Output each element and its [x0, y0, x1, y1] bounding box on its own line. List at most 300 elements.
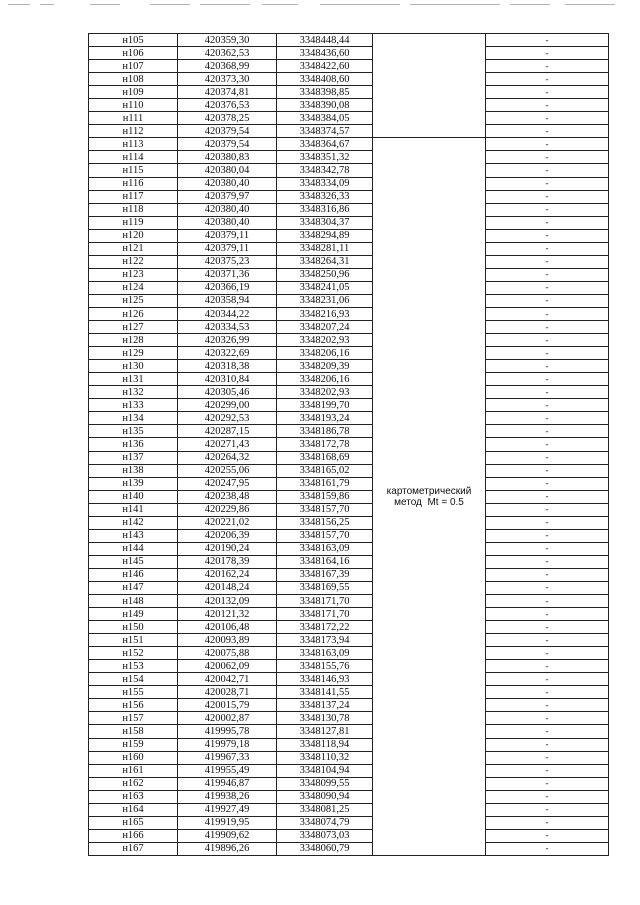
method-line-2: метод Mt = 0.5: [394, 496, 464, 508]
point-id-cell: н156: [89, 699, 178, 712]
point-id-cell: н127: [89, 321, 178, 334]
point-id-cell: н111: [89, 112, 178, 125]
y-coordinate-cell: 3348216,93: [277, 307, 373, 320]
table-row: [89, 281, 609, 294]
table-row: [89, 34, 609, 47]
x-coordinate-cell: 419946,87: [178, 777, 277, 790]
point-id-cell: н151: [89, 634, 178, 647]
point-id-cell: н146: [89, 568, 178, 581]
point-id-cell: н153: [89, 660, 178, 673]
point-id-cell: н139: [89, 477, 178, 490]
y-coordinate-cell: 3348156,25: [277, 516, 373, 529]
x-coordinate-cell: 420106,48: [178, 621, 277, 634]
x-coordinate-cell: 420178,39: [178, 555, 277, 568]
dash-cell: -: [486, 686, 609, 699]
table-row: [89, 516, 609, 529]
dash-cell: -: [486, 842, 609, 855]
point-id-cell: н152: [89, 647, 178, 660]
point-id-cell: н137: [89, 451, 178, 464]
table-row: [89, 321, 609, 334]
dash-cell: -: [486, 516, 609, 529]
dash-cell: -: [486, 816, 609, 829]
point-id-cell: н133: [89, 399, 178, 412]
point-id-cell: н121: [89, 242, 178, 255]
table-row: [89, 112, 609, 125]
y-coordinate-cell: 3348436,60: [277, 47, 373, 60]
table-row: [89, 529, 609, 542]
point-id-cell: н108: [89, 73, 178, 86]
point-id-cell: н117: [89, 190, 178, 203]
dash-cell: -: [486, 294, 609, 307]
dash-cell: -: [486, 647, 609, 660]
table-row: [89, 151, 609, 164]
x-coordinate-cell: 420264,32: [178, 451, 277, 464]
point-id-cell: н115: [89, 164, 178, 177]
table-row: [89, 542, 609, 555]
y-coordinate-cell: 3348171,70: [277, 608, 373, 621]
point-id-cell: н138: [89, 464, 178, 477]
table-row: [89, 138, 609, 151]
x-coordinate-cell: 420359,30: [178, 34, 277, 47]
dash-cell: -: [486, 281, 609, 294]
dash-cell: -: [486, 581, 609, 594]
dash-cell: -: [486, 634, 609, 647]
y-coordinate-cell: 3348206,16: [277, 373, 373, 386]
y-coordinate-cell: 3348316,86: [277, 203, 373, 216]
y-coordinate-cell: 3348374,57: [277, 125, 373, 138]
x-coordinate-cell: 420190,24: [178, 542, 277, 555]
y-coordinate-cell: 3348294,89: [277, 229, 373, 242]
dash-cell: -: [486, 451, 609, 464]
dash-cell: -: [486, 242, 609, 255]
coordinates-table: [88, 33, 609, 856]
x-coordinate-cell: 420247,95: [178, 477, 277, 490]
table-row: [89, 216, 609, 229]
point-id-cell: н140: [89, 490, 178, 503]
y-coordinate-cell: 3348186,78: [277, 425, 373, 438]
x-coordinate-cell: 420221,02: [178, 516, 277, 529]
point-id-cell: н159: [89, 738, 178, 751]
point-id-cell: н125: [89, 294, 178, 307]
table-row: [89, 99, 609, 112]
point-id-cell: н166: [89, 829, 178, 842]
dash-cell: -: [486, 503, 609, 516]
dash-cell: -: [486, 386, 609, 399]
dash-cell: -: [486, 347, 609, 360]
point-id-cell: н145: [89, 555, 178, 568]
y-coordinate-cell: 3348398,85: [277, 86, 373, 99]
x-coordinate-cell: 420075,88: [178, 647, 277, 660]
x-coordinate-cell: 420379,54: [178, 125, 277, 138]
table-row: [89, 660, 609, 673]
dash-cell: -: [486, 568, 609, 581]
y-coordinate-cell: 3348281,11: [277, 242, 373, 255]
point-id-cell: н114: [89, 151, 178, 164]
y-coordinate-cell: 3348169,55: [277, 581, 373, 594]
y-coordinate-cell: 3348172,22: [277, 621, 373, 634]
y-coordinate-cell: 3348163,09: [277, 542, 373, 555]
y-coordinate-cell: 3348157,70: [277, 529, 373, 542]
y-coordinate-cell: 3348167,39: [277, 568, 373, 581]
dash-cell: -: [486, 555, 609, 568]
x-coordinate-cell: 420287,15: [178, 425, 277, 438]
point-id-cell: н118: [89, 203, 178, 216]
x-coordinate-cell: 420028,71: [178, 686, 277, 699]
x-coordinate-cell: 420132,09: [178, 595, 277, 608]
table-row: [89, 190, 609, 203]
y-coordinate-cell: 3348193,24: [277, 412, 373, 425]
point-id-cell: н112: [89, 125, 178, 138]
x-coordinate-cell: 420318,38: [178, 360, 277, 373]
x-coordinate-cell: 419896,26: [178, 842, 277, 855]
method-cell: [373, 138, 486, 856]
dash-cell: -: [486, 229, 609, 242]
y-coordinate-cell: 3348110,32: [277, 751, 373, 764]
x-coordinate-cell: 420380,40: [178, 203, 277, 216]
point-id-cell: н122: [89, 255, 178, 268]
y-coordinate-cell: 3348159,86: [277, 490, 373, 503]
table-row: [89, 490, 609, 503]
point-id-cell: н141: [89, 503, 178, 516]
dash-cell: -: [486, 86, 609, 99]
y-coordinate-cell: 3348231,06: [277, 294, 373, 307]
y-coordinate-cell: 3348408,60: [277, 73, 373, 86]
point-id-cell: н158: [89, 725, 178, 738]
dash-cell: -: [486, 47, 609, 60]
table-row: [89, 399, 609, 412]
dash-cell: -: [486, 34, 609, 47]
y-coordinate-cell: 3348334,09: [277, 177, 373, 190]
table-row: [89, 451, 609, 464]
y-coordinate-cell: 3348164,16: [277, 555, 373, 568]
table-row: [89, 242, 609, 255]
table-row: [89, 360, 609, 373]
dash-cell: -: [486, 529, 609, 542]
point-id-cell: н164: [89, 803, 178, 816]
table-row: [89, 595, 609, 608]
dash-cell: -: [486, 464, 609, 477]
point-id-cell: н124: [89, 281, 178, 294]
table-row: [89, 621, 609, 634]
y-coordinate-cell: 3348384,05: [277, 112, 373, 125]
x-coordinate-cell: 420238,48: [178, 490, 277, 503]
y-coordinate-cell: 3348090,94: [277, 790, 373, 803]
dash-cell: -: [486, 621, 609, 634]
x-coordinate-cell: 420326,99: [178, 334, 277, 347]
table-row: [89, 438, 609, 451]
y-coordinate-cell: 3348304,37: [277, 216, 373, 229]
dash-cell: -: [486, 216, 609, 229]
table-row: [89, 829, 609, 842]
point-id-cell: н144: [89, 542, 178, 555]
dash-cell: -: [486, 412, 609, 425]
point-id-cell: н132: [89, 386, 178, 399]
y-coordinate-cell: 3348141,55: [277, 686, 373, 699]
x-coordinate-cell: 420379,97: [178, 190, 277, 203]
point-id-cell: н131: [89, 373, 178, 386]
dash-cell: -: [486, 203, 609, 216]
y-coordinate-cell: 3348202,93: [277, 386, 373, 399]
x-coordinate-cell: 419919,95: [178, 816, 277, 829]
x-coordinate-cell: 420373,30: [178, 73, 277, 86]
table-row: [89, 255, 609, 268]
x-coordinate-cell: 420015,79: [178, 699, 277, 712]
table-row: [89, 177, 609, 190]
y-coordinate-cell: 3348155,76: [277, 660, 373, 673]
point-id-cell: н147: [89, 581, 178, 594]
y-coordinate-cell: 3348165,02: [277, 464, 373, 477]
dash-cell: -: [486, 360, 609, 373]
x-coordinate-cell: 420206,39: [178, 529, 277, 542]
y-coordinate-cell: 3348351,32: [277, 151, 373, 164]
x-coordinate-cell: 419967,33: [178, 751, 277, 764]
dash-cell: -: [486, 112, 609, 125]
y-coordinate-cell: 3348241,05: [277, 281, 373, 294]
x-coordinate-cell: 420362,53: [178, 47, 277, 60]
point-id-cell: н157: [89, 712, 178, 725]
table-row: [89, 268, 609, 281]
y-coordinate-cell: 3348342,78: [277, 164, 373, 177]
table-row: [89, 373, 609, 386]
dash-cell: -: [486, 125, 609, 138]
y-coordinate-cell: 3348146,93: [277, 673, 373, 686]
x-coordinate-cell: 420380,40: [178, 216, 277, 229]
x-coordinate-cell: 420299,00: [178, 399, 277, 412]
point-id-cell: н113: [89, 138, 178, 151]
y-coordinate-cell: 3348202,93: [277, 334, 373, 347]
dash-cell: -: [486, 673, 609, 686]
x-coordinate-cell: 420148,24: [178, 581, 277, 594]
x-coordinate-cell: 420368,99: [178, 60, 277, 73]
table-row: [89, 477, 609, 490]
table-row: [89, 386, 609, 399]
dash-cell: -: [486, 268, 609, 281]
point-id-cell: н110: [89, 99, 178, 112]
y-coordinate-cell: 3348127,81: [277, 725, 373, 738]
y-coordinate-cell: 3348172,78: [277, 438, 373, 451]
x-coordinate-cell: 420358,94: [178, 294, 277, 307]
point-id-cell: н155: [89, 686, 178, 699]
y-coordinate-cell: 3348390,08: [277, 99, 373, 112]
table-row: [89, 164, 609, 177]
dash-cell: -: [486, 138, 609, 151]
point-id-cell: н119: [89, 216, 178, 229]
y-coordinate-cell: 3348264,31: [277, 255, 373, 268]
table-row: [89, 503, 609, 516]
table-row: [89, 608, 609, 621]
x-coordinate-cell: 420310,84: [178, 373, 277, 386]
point-id-cell: н165: [89, 816, 178, 829]
table-row: [89, 334, 609, 347]
x-coordinate-cell: 420380,40: [178, 177, 277, 190]
table-row: [89, 229, 609, 242]
point-id-cell: н130: [89, 360, 178, 373]
dash-cell: -: [486, 751, 609, 764]
dash-cell: -: [486, 255, 609, 268]
x-coordinate-cell: 420002,87: [178, 712, 277, 725]
dash-cell: -: [486, 777, 609, 790]
x-coordinate-cell: 420371,36: [178, 268, 277, 281]
dash-cell: -: [486, 373, 609, 386]
point-id-cell: н161: [89, 764, 178, 777]
x-coordinate-cell: 419909,62: [178, 829, 277, 842]
table-row: [89, 125, 609, 138]
method-line-1: картометрический: [386, 485, 472, 497]
point-id-cell: н148: [89, 595, 178, 608]
x-coordinate-cell: 419979,18: [178, 738, 277, 751]
y-coordinate-cell: 3348163,09: [277, 647, 373, 660]
x-coordinate-cell: 420374,81: [178, 86, 277, 99]
table-row: [89, 686, 609, 699]
x-coordinate-cell: 419955,49: [178, 764, 277, 777]
y-coordinate-cell: 3348130,78: [277, 712, 373, 725]
table-row: [89, 294, 609, 307]
point-id-cell: н142: [89, 516, 178, 529]
x-coordinate-cell: 420121,32: [178, 608, 277, 621]
table-row: [89, 86, 609, 99]
y-coordinate-cell: 3348448,44: [277, 34, 373, 47]
x-coordinate-cell: 420378,25: [178, 112, 277, 125]
dash-cell: -: [486, 425, 609, 438]
point-id-cell: н134: [89, 412, 178, 425]
x-coordinate-cell: 420344,22: [178, 307, 277, 320]
y-coordinate-cell: 3348422,60: [277, 60, 373, 73]
point-id-cell: н162: [89, 777, 178, 790]
y-coordinate-cell: 3348081,25: [277, 803, 373, 816]
y-coordinate-cell: 3348073,03: [277, 829, 373, 842]
dash-cell: -: [486, 307, 609, 320]
dash-cell: -: [486, 399, 609, 412]
dash-cell: -: [486, 73, 609, 86]
y-coordinate-cell: 3348161,79: [277, 477, 373, 490]
point-id-cell: н149: [89, 608, 178, 621]
y-coordinate-cell: 3348364,67: [277, 138, 373, 151]
table-row: [89, 725, 609, 738]
dash-cell: -: [486, 334, 609, 347]
dash-cell: -: [486, 164, 609, 177]
point-id-cell: н109: [89, 86, 178, 99]
table-row: [89, 60, 609, 73]
dash-cell: -: [486, 60, 609, 73]
x-coordinate-cell: 420379,54: [178, 138, 277, 151]
x-coordinate-cell: 420375,23: [178, 255, 277, 268]
y-coordinate-cell: 3348099,55: [277, 777, 373, 790]
dash-cell: -: [486, 490, 609, 503]
table-row: [89, 47, 609, 60]
x-coordinate-cell: 420062,09: [178, 660, 277, 673]
scan-edge-strip: [0, 0, 640, 10]
x-coordinate-cell: 419938,26: [178, 790, 277, 803]
x-coordinate-cell: 420366,19: [178, 281, 277, 294]
y-coordinate-cell: 3348250,96: [277, 268, 373, 281]
table-row: [89, 738, 609, 751]
dash-cell: -: [486, 738, 609, 751]
table-row: [89, 777, 609, 790]
table-row: [89, 699, 609, 712]
point-id-cell: н106: [89, 47, 178, 60]
x-coordinate-cell: 420322,69: [178, 347, 277, 360]
y-coordinate-cell: 3348168,69: [277, 451, 373, 464]
table-row: [89, 425, 609, 438]
y-coordinate-cell: 3348209,39: [277, 360, 373, 373]
point-id-cell: н135: [89, 425, 178, 438]
point-id-cell: н107: [89, 60, 178, 73]
table-row: [89, 647, 609, 660]
table-row: [89, 568, 609, 581]
table-row: [89, 464, 609, 477]
dash-cell: -: [486, 542, 609, 555]
point-id-cell: н120: [89, 229, 178, 242]
y-coordinate-cell: 3348157,70: [277, 503, 373, 516]
dash-cell: -: [486, 438, 609, 451]
y-coordinate-cell: 3348060,79: [277, 842, 373, 855]
x-coordinate-cell: 420305,46: [178, 386, 277, 399]
point-id-cell: н167: [89, 842, 178, 855]
y-coordinate-cell: 3348118,94: [277, 738, 373, 751]
x-coordinate-cell: 419927,49: [178, 803, 277, 816]
y-coordinate-cell: 3348173,94: [277, 634, 373, 647]
table-row: [89, 73, 609, 86]
table-row: [89, 764, 609, 777]
dash-cell: -: [486, 790, 609, 803]
table-row: [89, 307, 609, 320]
table-row: [89, 842, 609, 855]
dash-cell: -: [486, 608, 609, 621]
y-coordinate-cell: 3348199,70: [277, 399, 373, 412]
x-coordinate-cell: 419995,78: [178, 725, 277, 738]
point-id-cell: н105: [89, 34, 178, 47]
method-cell-empty: [373, 34, 486, 138]
table-row: [89, 712, 609, 725]
table-row: [89, 555, 609, 568]
dash-cell: -: [486, 321, 609, 334]
y-coordinate-cell: 3348326,33: [277, 190, 373, 203]
dash-cell: -: [486, 190, 609, 203]
y-coordinate-cell: 3348104,94: [277, 764, 373, 777]
point-id-cell: н163: [89, 790, 178, 803]
dash-cell: -: [486, 177, 609, 190]
x-coordinate-cell: 420376,53: [178, 99, 277, 112]
x-coordinate-cell: 420334,53: [178, 321, 277, 334]
y-coordinate-cell: 3348206,16: [277, 347, 373, 360]
x-coordinate-cell: 420379,11: [178, 242, 277, 255]
y-coordinate-cell: 3348137,24: [277, 699, 373, 712]
table-row: [89, 203, 609, 216]
table-row: [89, 803, 609, 816]
table-row: [89, 581, 609, 594]
table-row: [89, 673, 609, 686]
y-coordinate-cell: 3348171,70: [277, 595, 373, 608]
table-row: [89, 412, 609, 425]
point-id-cell: н123: [89, 268, 178, 281]
x-coordinate-cell: 420042,71: [178, 673, 277, 686]
dash-cell: -: [486, 725, 609, 738]
dash-cell: -: [486, 712, 609, 725]
coordinates-table-body: [89, 34, 609, 856]
x-coordinate-cell: 420271,43: [178, 438, 277, 451]
point-id-cell: н154: [89, 673, 178, 686]
x-coordinate-cell: 420229,86: [178, 503, 277, 516]
dash-cell: -: [486, 764, 609, 777]
point-id-cell: н126: [89, 307, 178, 320]
x-coordinate-cell: 420162,24: [178, 568, 277, 581]
point-id-cell: н136: [89, 438, 178, 451]
point-id-cell: н160: [89, 751, 178, 764]
dash-cell: -: [486, 151, 609, 164]
table-row: [89, 790, 609, 803]
x-coordinate-cell: 420380,04: [178, 164, 277, 177]
point-id-cell: н116: [89, 177, 178, 190]
